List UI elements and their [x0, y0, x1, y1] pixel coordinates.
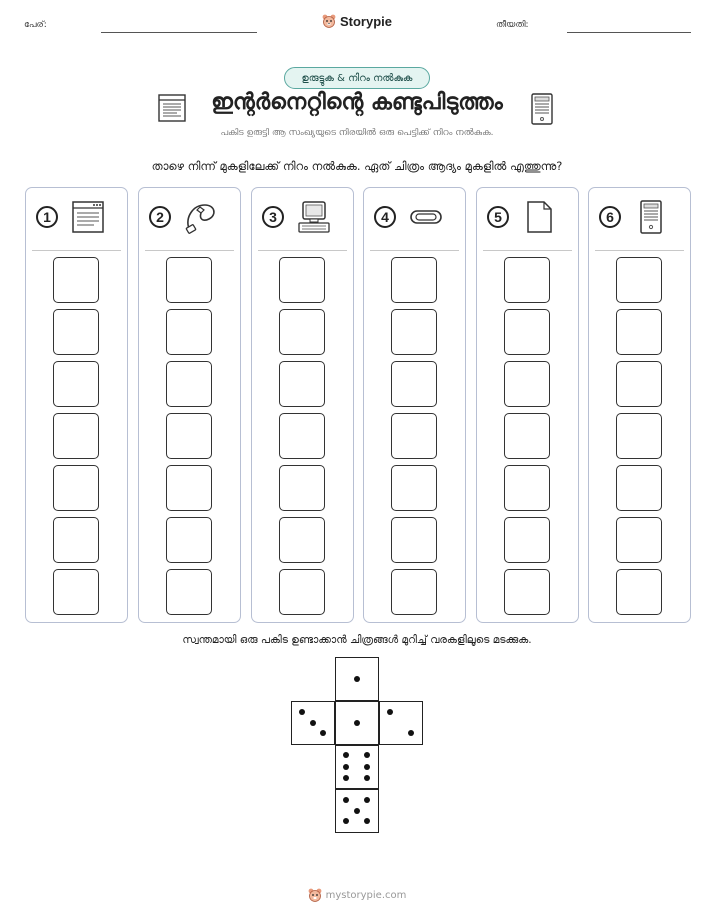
- die-face-2: [379, 701, 423, 745]
- color-box[interactable]: [616, 413, 662, 459]
- color-box[interactable]: [504, 361, 550, 407]
- color-box[interactable]: [53, 413, 99, 459]
- bear-face-icon: [308, 887, 322, 903]
- color-box[interactable]: [391, 257, 437, 303]
- color-box[interactable]: [279, 465, 325, 511]
- die-pip: [343, 818, 349, 824]
- color-box[interactable]: [279, 257, 325, 303]
- name-label: പേര്:: [24, 20, 47, 30]
- die-pip: [364, 764, 370, 770]
- die-face-5: [335, 789, 379, 833]
- die-pip: [343, 797, 349, 803]
- date-line: [567, 32, 691, 33]
- die-pip: [364, 818, 370, 824]
- color-box[interactable]: [391, 361, 437, 407]
- color-box[interactable]: [166, 517, 212, 563]
- color-box[interactable]: [166, 569, 212, 615]
- die-pip: [364, 797, 370, 803]
- brand-name: Storypie: [339, 13, 392, 29]
- color-box[interactable]: [504, 413, 550, 459]
- column-3: [251, 187, 354, 623]
- computer-tower-icon: [633, 199, 669, 239]
- desktop-computer-icon: [296, 199, 332, 239]
- column-5: [476, 187, 579, 623]
- color-box[interactable]: [166, 361, 212, 407]
- color-box[interactable]: [616, 465, 662, 511]
- brand-logo: [0, 13, 714, 29]
- footer: [0, 887, 714, 903]
- color-box[interactable]: [504, 309, 550, 355]
- color-box[interactable]: [391, 517, 437, 563]
- column-number: 1: [36, 206, 58, 228]
- color-box[interactable]: [391, 569, 437, 615]
- column-number: 6: [599, 206, 621, 228]
- color-box[interactable]: [391, 413, 437, 459]
- color-box[interactable]: [616, 517, 662, 563]
- color-box[interactable]: [53, 517, 99, 563]
- column-divider: [145, 250, 234, 251]
- date-label: തീയതി:: [496, 20, 529, 30]
- color-box[interactable]: [53, 257, 99, 303]
- die-pip: [387, 709, 393, 715]
- computer-tower-icon: [529, 93, 555, 125]
- web-page-icon: [70, 199, 106, 239]
- column-6: [588, 187, 691, 623]
- name-line: [101, 32, 257, 33]
- color-box[interactable]: [616, 257, 662, 303]
- column-divider: [370, 250, 459, 251]
- color-box[interactable]: [616, 309, 662, 355]
- cable-icon: [183, 199, 219, 239]
- die-pip: [320, 730, 326, 736]
- color-box[interactable]: [279, 569, 325, 615]
- color-box[interactable]: [279, 309, 325, 355]
- color-box[interactable]: [616, 361, 662, 407]
- footer-url[interactable]: mystorypie.com: [325, 889, 407, 901]
- color-box[interactable]: [504, 465, 550, 511]
- die-pip: [343, 752, 349, 758]
- column-divider: [483, 250, 572, 251]
- die-face-3: [291, 701, 335, 745]
- color-box[interactable]: [391, 309, 437, 355]
- document-icon: [521, 199, 557, 239]
- column-number: 4: [374, 206, 396, 228]
- die-pip: [343, 775, 349, 781]
- color-box[interactable]: [53, 569, 99, 615]
- die-pip: [408, 730, 414, 736]
- column-4: [363, 187, 466, 623]
- activity-badge: ഉരുട്ടുക & നിറം നൽകുക: [284, 67, 430, 89]
- color-box[interactable]: [53, 309, 99, 355]
- die-face-6: [335, 745, 379, 789]
- column-divider: [32, 250, 121, 251]
- color-box[interactable]: [279, 361, 325, 407]
- column-number: 3: [262, 206, 284, 228]
- die-face-1: [335, 657, 379, 701]
- color-box[interactable]: [504, 257, 550, 303]
- color-box[interactable]: [616, 569, 662, 615]
- color-box[interactable]: [279, 413, 325, 459]
- die-pip: [310, 720, 316, 726]
- color-box[interactable]: [166, 465, 212, 511]
- color-box[interactable]: [53, 361, 99, 407]
- color-box[interactable]: [166, 257, 212, 303]
- column-number: 2: [149, 206, 171, 228]
- die-pip: [354, 808, 360, 814]
- column-2: [138, 187, 241, 623]
- column-divider: [258, 250, 347, 251]
- die-pip: [364, 775, 370, 781]
- die-pip: [354, 676, 360, 682]
- link-icon: [408, 199, 444, 239]
- subtitle: പകിട ഉരുട്ടി ആ സംഖ്യയുടെ നിരയിൽ ഒരു പെട്ടിക്ക് നിറം നൽകുക.: [220, 128, 494, 138]
- color-box[interactable]: [166, 413, 212, 459]
- die-pip: [299, 709, 305, 715]
- column-number: 5: [487, 206, 509, 228]
- bear-face-icon: [322, 13, 336, 29]
- die-pip: [343, 764, 349, 770]
- color-box[interactable]: [279, 517, 325, 563]
- die-instruction: സ്വന്തമായി ഒരു പകിട ഉണ്ടാക്കാൻ ചിത്രങ്ങൾ മുറിച്ച് വരകളിലൂടെ മടക്കുക.: [182, 634, 532, 646]
- die-face-1: [335, 701, 379, 745]
- instruction: താഴെ നിന്ന് മുകളിലേക്ക് നിറം നൽകുക. ഏത് ചിത്രം ആദ്യം മുകളിൽ എത്തുന്നു?: [151, 159, 563, 173]
- column-divider: [595, 250, 684, 251]
- die-pip: [354, 720, 360, 726]
- color-box[interactable]: [391, 465, 437, 511]
- page-title: ഇന്റർനെറ്റിന്റെ കണ്ടുപിടുത്തം: [211, 90, 503, 115]
- column-1: [25, 187, 128, 623]
- die-pip: [364, 752, 370, 758]
- color-box[interactable]: [53, 465, 99, 511]
- color-box[interactable]: [166, 309, 212, 355]
- color-box[interactable]: [504, 569, 550, 615]
- color-box[interactable]: [504, 517, 550, 563]
